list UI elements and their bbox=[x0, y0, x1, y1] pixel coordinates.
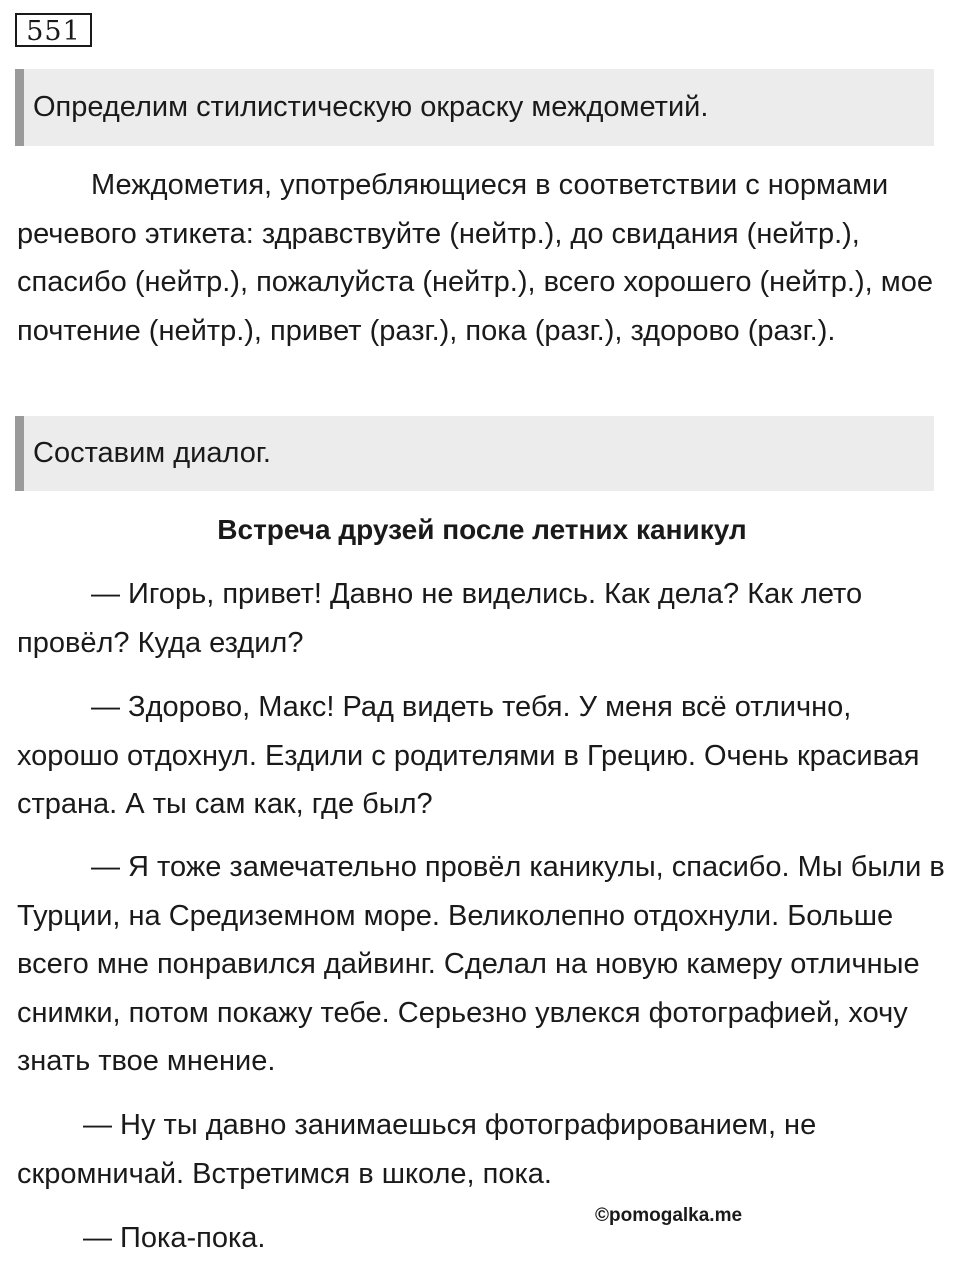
dialog-line: — Здорово, Макс! Рад видеть тебя. У меня всё отлично, хорошо отдохнул. Ездили с родителями в Грецию. Очень красивая страна. А ты сам как, где был? bbox=[17, 691, 920, 820]
dialog-line: — Ну ты давно занимаешься фотографированием, не скромничай. Встретимся в школе, пока. bbox=[17, 1109, 817, 1190]
dialog-line: — Пока-пока. bbox=[83, 1222, 266, 1254]
interjections-paragraph: Междометия, употребляющиеся в соответствии с нормами речевого этикета: здравствуйте (нейтр.), до свидания (нейтр.), спасибо (нейтр.), пожалуйста (нейтр.), всего хорошего (нейтр.), мое почтение (нейтр.), привет (разг.), пока (разг.), здорово (разг.). bbox=[17, 169, 933, 347]
section-heading-dialog bbox=[15, 416, 934, 491]
dialog-line: — Я тоже замечательно провёл каникулы, спасибо. Мы были в Турции, на Средиземном море. Великолепно отдохнули. Больше всего мне понравился дайвинг. Сделал на новую камеру отличные снимки, потом покажу тебе. Серьезно увлекся фотографией, хочу знать твое мнение. bbox=[17, 851, 945, 1077]
dialog-title: Встреча друзей после летних каникул bbox=[217, 514, 747, 545]
task-number: 551 bbox=[15, 13, 92, 47]
section-heading-text: Составим диалог. bbox=[33, 437, 271, 469]
section-heading-text: Определим стилистическую окраску междометий. bbox=[33, 91, 709, 123]
dialog-line: — Игорь, привет! Давно не виделись. Как дела? Как лето провёл? Куда ездил? bbox=[17, 578, 863, 659]
copyright-watermark: ©pomogalka.me bbox=[595, 1205, 743, 1226]
section-heading-interjections bbox=[15, 69, 934, 146]
